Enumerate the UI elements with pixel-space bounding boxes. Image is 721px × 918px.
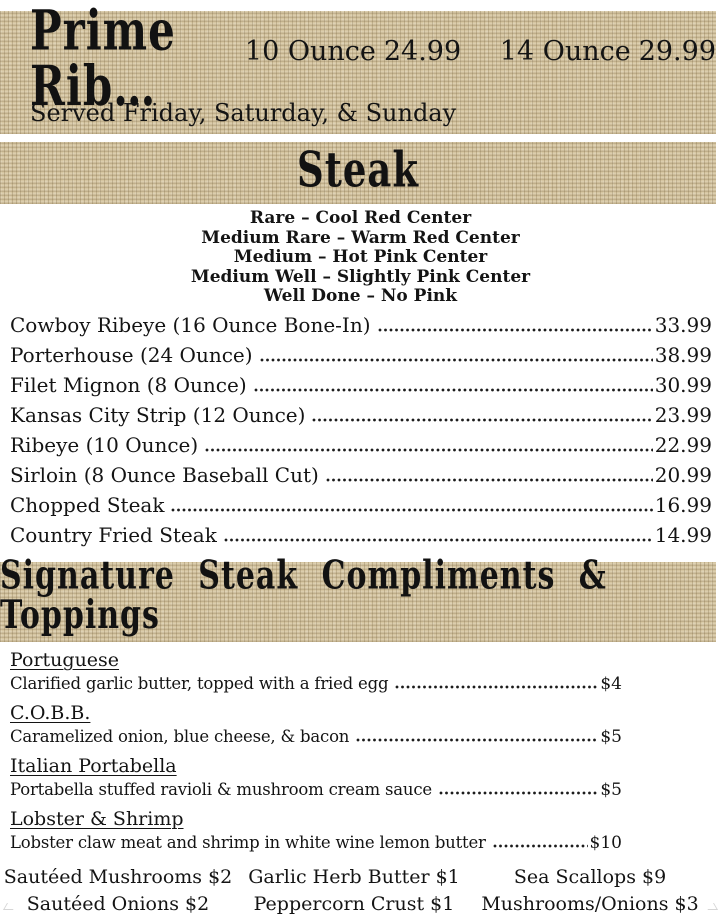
compliment-price: $4 [600, 673, 622, 694]
compliment-price: $10 [589, 832, 622, 853]
size-option-10-ounce [245, 36, 461, 67]
extra-item: Peppercorn Crust $1 [253, 892, 455, 915]
compliment-row [10, 726, 622, 748]
dotted-leader [378, 328, 653, 332]
steak-items-list [10, 310, 712, 550]
compliment-row [10, 673, 622, 695]
size-option-price: 24.99 [383, 36, 462, 67]
size-option-price: 29.99 [638, 36, 716, 67]
menu-item-row [10, 460, 712, 490]
menu-item-name: Sirloin (8 Ounce Baseball Cut) [10, 462, 319, 487]
doneness-line: Well Done – No Pink [263, 286, 458, 306]
steak-section-band [0, 139, 716, 204]
menu-item-name: Ribeye (10 Ounce) [10, 432, 199, 457]
compliment-name: C.O.B.B. [10, 701, 91, 724]
dotted-leader [254, 388, 653, 392]
prime-rib-header-band [0, 0, 716, 134]
compliment-price: $5 [600, 779, 622, 800]
compliment-row [10, 779, 622, 801]
availability-note: Served Friday, Saturday, & Sunday [30, 99, 457, 127]
compliment-description: Clarified garlic butter, topped with a fried egg [10, 673, 389, 693]
dotted-leader [312, 418, 652, 422]
menu-item-price: 23.99 [654, 402, 712, 427]
extra-item: Garlic Herb Butter $1 [248, 865, 460, 888]
dotted-leader [356, 738, 598, 742]
size-option-label: 14 Ounce [499, 36, 631, 67]
compliment-entry [10, 808, 622, 854]
extra-item: Sautéed Onions $2 [26, 892, 210, 915]
doneness-line: Medium Rare – Warm Red Center [201, 227, 520, 248]
doneness-line: Rare – Cool Red Center [249, 208, 472, 228]
menu-item-row [10, 310, 712, 340]
steak-section-title: Steak [297, 139, 419, 198]
menu-item-price: 30.99 [654, 372, 712, 397]
compliment-entry [10, 702, 622, 748]
menu-item-name: Chopped Steak [10, 492, 165, 517]
extra-item: Mushrooms/Onions $3 [481, 892, 699, 915]
menu-item-row [10, 400, 712, 430]
compliment-price: $5 [600, 726, 622, 747]
dotted-leader [224, 538, 653, 542]
menu-item-price: 16.99 [654, 492, 712, 517]
prime-rib-size-options [245, 36, 716, 67]
compliments-section-band [0, 552, 716, 642]
compliment-description: Lobster claw meat and shrimp in white wine lemon butter [10, 832, 486, 852]
compliments-list [10, 649, 622, 854]
doneness-guide [0, 209, 721, 307]
menu-item-price: 22.99 [654, 432, 712, 457]
menu-item-row [10, 430, 712, 460]
compliment-description: Caramelized onion, blue cheese, & bacon [10, 726, 350, 746]
dotted-leader [395, 685, 598, 689]
dotted-leader [326, 478, 653, 482]
compliment-name: Italian Portabella [10, 754, 177, 777]
menu-item-price: 38.99 [654, 342, 712, 367]
size-option-14-ounce [500, 36, 716, 67]
extra-item: Sea Scallops $9 [513, 865, 667, 888]
compliment-name: Lobster & Shrimp [10, 807, 184, 830]
dotted-leader [439, 791, 598, 795]
dotted-leader [205, 448, 653, 452]
dotted-leader [171, 508, 652, 512]
compliment-row [10, 832, 622, 854]
menu-item-price: 33.99 [654, 312, 712, 337]
dotted-leader [260, 358, 653, 362]
compliment-description: Portabella stuffed ravioli & mushroom cream sauce [10, 779, 432, 799]
compliments-section-title: Signature Steak Compliments & Toppings [0, 552, 607, 638]
menu-item-row [10, 490, 712, 520]
menu-item-name: Country Fried Steak [10, 522, 217, 547]
menu-item-row [10, 370, 712, 400]
compliment-name: Portuguese [10, 648, 120, 671]
doneness-line: Medium Well – Slightly Pink Center [190, 266, 531, 287]
menu-item-name: Kansas City Strip (12 Ounce) [10, 402, 306, 427]
menu-item-name: Porterhouse (24 Ounce) [10, 342, 253, 367]
compliment-entry [10, 755, 622, 801]
menu-item-name: Filet Mignon (8 Ounce) [10, 372, 247, 397]
menu-item-row [10, 520, 712, 550]
doneness-line: Medium – Hot Pink Center [233, 247, 488, 267]
menu-item-row [10, 340, 712, 370]
menu-item-price: 14.99 [654, 522, 712, 547]
menu-item-price: 20.99 [654, 462, 712, 487]
size-option-label: 10 Ounce [244, 36, 376, 67]
menu-item-name: Cowboy Ribeye (16 Ounce Bone-In) [10, 312, 371, 337]
dotted-leader [493, 844, 588, 848]
extra-item: Sautéed Mushrooms $2 [3, 865, 233, 888]
compliment-entry [10, 649, 622, 695]
prime-rib-title: Prime Rib… [30, 0, 176, 119]
extras-grid [0, 864, 721, 918]
